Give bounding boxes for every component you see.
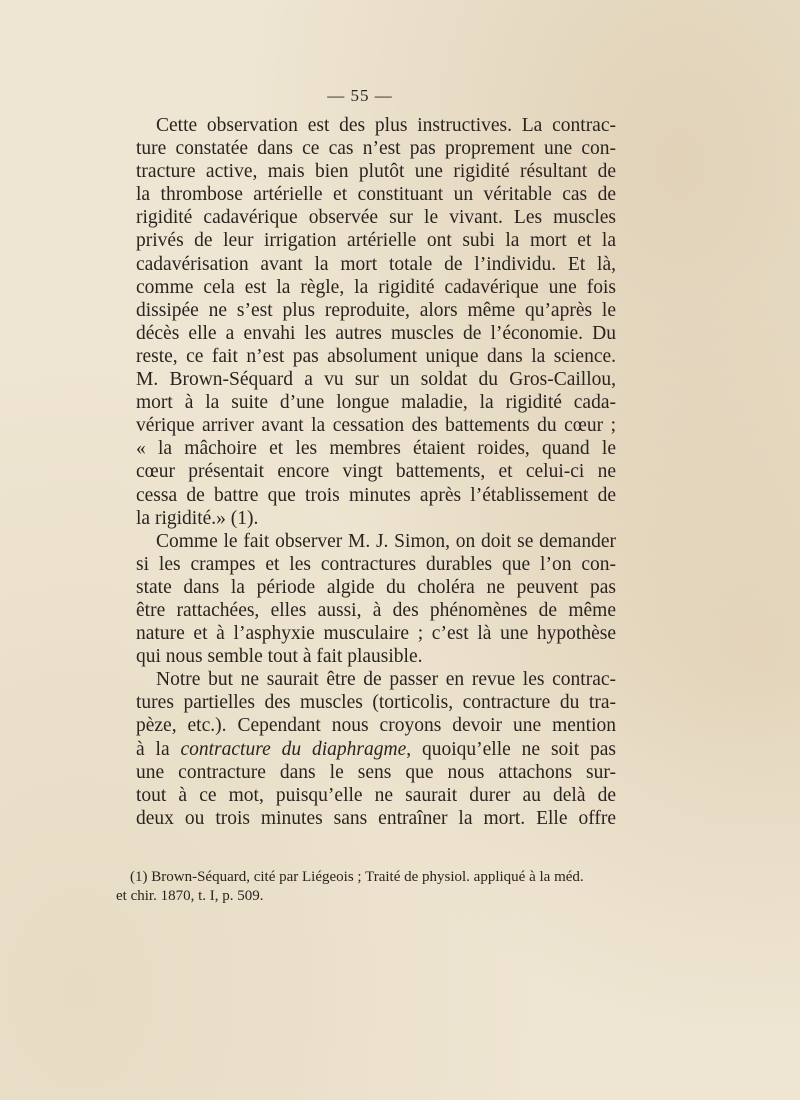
- footnote: [116, 868, 616, 906]
- paragraph-2: [116, 530, 616, 669]
- italic-term: contracture du diaphragme: [180, 738, 407, 760]
- text-line: cœur présentait encore vingt battements, et celui-ci ne: [136, 461, 616, 483]
- text-line: si les crampes et les contractures durables que l’on con-: [136, 553, 616, 575]
- text-line: décès elle a envahi les autres muscles de l’économie. Du: [136, 322, 616, 344]
- text-line: comme cela est la règle, la rigidité cadavérique une fois: [136, 276, 616, 298]
- text-line: state dans la période algide du choléra ne peuvent pas: [136, 576, 616, 598]
- text-line: qui nous semble tout à fait plausible.: [136, 646, 423, 668]
- text-line: Comme le fait observer M. J. Simon, on doit se demander: [156, 530, 616, 552]
- text-line: tout à ce mot, puisqu’elle ne saurait durer au delà de: [136, 784, 616, 806]
- text-line: cessa de battre que trois minutes après l’établissement de: [136, 484, 616, 506]
- text-fragment: , quoiqu’elle ne soit pas: [406, 738, 616, 760]
- text-line: nature et à l’asphyxie musculaire ; c’est là une hypothèse: [136, 623, 616, 645]
- text-line: M. Brown-Séquard a vu sur un soldat du Gros-Caillou,: [136, 369, 616, 391]
- text-line: Notre but ne saurait être de passer en revue les contrac-: [156, 669, 616, 691]
- text-line: tracture active, mais bien plutôt une rigidité résultant de: [136, 161, 616, 183]
- text-line: tures partielles des muscles (torticolis, contracture du tra-: [136, 692, 616, 714]
- text-line: reste, ce fait n’est pas absolument unique dans la science.: [136, 345, 616, 367]
- text-line: « la mâchoire et les membres étaient roides, quand le: [136, 438, 616, 460]
- text-line: une contracture dans le sens que nous attachons sur-: [136, 761, 616, 783]
- paragraph-1: [116, 114, 616, 530]
- body-text: [116, 114, 616, 830]
- text-line: pèze, etc.). Cependant nous croyons devoir une mention: [136, 715, 616, 737]
- text-line: Cette observation est des plus instructives. La contrac-: [156, 115, 616, 136]
- text-line: la thrombose artérielle et constituant un véritable cas de: [136, 184, 616, 206]
- footnote-line: et chir. 1870, t. I, p. 509.: [116, 888, 264, 904]
- text-line-mixed: [116, 738, 616, 761]
- text-fragment: à la: [136, 738, 170, 760]
- page-number: — 55 —: [327, 86, 393, 105]
- text-line: dissipée ne s’est plus reproduite, alors même qu’après le: [136, 299, 616, 321]
- text-line: être rattachées, elles aussi, à des phénomènes de même: [136, 599, 616, 621]
- paragraph-3: [116, 668, 616, 830]
- footnote-line: (1) Brown-Séquard, cité par Liégeois ; Traité de physiol. appliqué à la méd.: [130, 869, 584, 885]
- text-line: cadavérisation avant la mort totale de l’individu. Et là,: [136, 253, 616, 275]
- text-line: ture constatée dans ce cas n’est pas proprement une con-: [136, 138, 616, 160]
- text-line: mort à la suite d’une longue maladie, la rigidité cada-: [136, 392, 616, 414]
- text-line: deux ou trois minutes sans entraîner la mort. Elle offre: [136, 807, 616, 829]
- text-line: la rigidité.» (1).: [136, 507, 259, 529]
- text-line: vérique arriver avant la cessation des battements du cœur ;: [136, 415, 616, 437]
- text-line: privés de leur irrigation artérielle ont subi la mort et la: [136, 230, 616, 252]
- text-line: rigidité cadavérique observée sur le vivant. Les muscles: [136, 207, 616, 229]
